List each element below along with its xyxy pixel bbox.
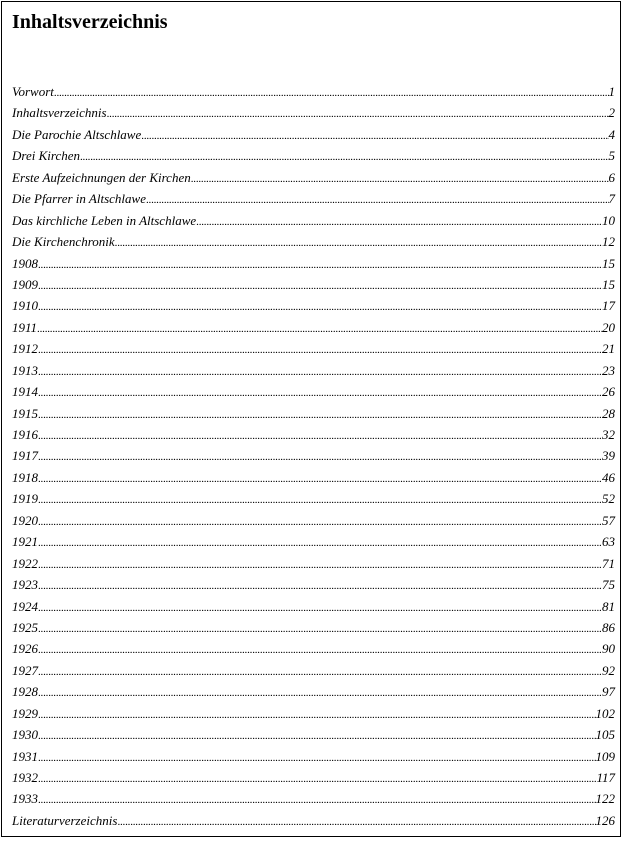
toc-entry-label: 1914 xyxy=(12,384,38,400)
toc-entry-page-number: 75 xyxy=(602,577,615,593)
toc-entry-page-number: 122 xyxy=(595,791,615,807)
toc-dot-leader xyxy=(38,259,602,271)
toc-dot-leader xyxy=(38,687,602,699)
toc-entry[interactable] xyxy=(12,298,615,319)
toc-dot-leader xyxy=(38,430,602,442)
toc-entry[interactable] xyxy=(12,148,615,169)
toc-dot-leader xyxy=(38,280,602,292)
toc-entry[interactable] xyxy=(12,770,615,791)
toc-entry-label: 1919 xyxy=(12,491,38,507)
toc-entry-page-number: 5 xyxy=(608,148,615,164)
toc-entry-label: 1921 xyxy=(12,534,38,550)
toc-dot-leader xyxy=(117,816,595,828)
toc-entry-page-number: 52 xyxy=(602,491,615,507)
toc-dot-leader xyxy=(38,537,602,549)
toc-entry[interactable] xyxy=(12,406,615,427)
toc-entry[interactable] xyxy=(12,84,615,105)
toc-entry-page-number: 81 xyxy=(602,598,615,614)
toc-entry-label: Die Kirchenchronik xyxy=(12,234,115,250)
toc-entry[interactable] xyxy=(12,427,615,448)
toc-entry-label: 1912 xyxy=(12,341,38,357)
toc-entry-label: Vorwort xyxy=(12,84,54,99)
toc-entry-label: 1926 xyxy=(12,641,38,657)
toc-dot-leader xyxy=(38,559,602,571)
toc-entry-label: Erste Aufzeichnungen der Kirchen xyxy=(12,169,191,185)
toc-dot-leader xyxy=(141,130,608,142)
toc-entry-label: 1929 xyxy=(12,705,38,721)
toc-entry-label: Literaturverzeichnis xyxy=(12,812,118,828)
toc-dot-leader xyxy=(38,730,596,742)
toc-entry[interactable] xyxy=(12,234,615,255)
toc-entry-page-number: 102 xyxy=(595,705,615,721)
table-of-contents xyxy=(12,84,615,834)
toc-dot-leader xyxy=(38,387,602,399)
toc-dot-leader xyxy=(37,323,602,335)
toc-entry[interactable] xyxy=(12,170,615,191)
toc-entry[interactable] xyxy=(12,513,615,534)
toc-entry-page-number: 2 xyxy=(608,105,615,121)
toc-dot-leader xyxy=(38,301,602,313)
toc-entry[interactable] xyxy=(12,641,615,662)
toc-entry[interactable] xyxy=(12,684,615,705)
toc-entry-page-number: 90 xyxy=(602,641,615,657)
document-page xyxy=(1,1,621,837)
toc-entry-label: 1933 xyxy=(12,791,38,807)
toc-entry-page-number: 86 xyxy=(602,619,615,635)
toc-dot-leader xyxy=(38,409,602,421)
toc-entry-label: 1915 xyxy=(12,405,38,421)
toc-entry-page-number: 105 xyxy=(595,727,615,743)
toc-entry-page-number: 23 xyxy=(602,362,615,378)
page-title: Inhaltsverzeichnis xyxy=(12,11,168,33)
toc-entry[interactable] xyxy=(12,491,615,512)
toc-entry-page-number: 126 xyxy=(595,812,615,828)
toc-entry-label: Die Parochie Altschlawe xyxy=(12,126,142,142)
toc-entry-page-number: 12 xyxy=(602,234,615,250)
toc-dot-leader xyxy=(38,344,602,356)
toc-entry[interactable] xyxy=(12,384,615,405)
toc-entry-page-number: 26 xyxy=(602,384,615,400)
toc-entry-page-number: 21 xyxy=(602,341,615,357)
toc-entry[interactable] xyxy=(12,320,615,341)
toc-entry[interactable] xyxy=(12,105,615,126)
toc-dot-leader xyxy=(38,473,602,485)
toc-entry-label: 1910 xyxy=(12,298,38,314)
toc-entry[interactable] xyxy=(12,534,615,555)
toc-entry-page-number: 4 xyxy=(608,126,615,142)
toc-entry[interactable] xyxy=(12,363,615,384)
toc-entry-label: Drei Kirchen xyxy=(12,148,80,164)
toc-entry-label: 1924 xyxy=(12,598,38,614)
toc-entry-page-number: 6 xyxy=(608,169,615,185)
toc-dot-leader xyxy=(38,580,602,592)
toc-dot-leader xyxy=(146,194,609,206)
toc-dot-leader xyxy=(38,451,602,463)
toc-dot-leader xyxy=(196,216,602,228)
toc-entry-page-number: 46 xyxy=(602,469,615,485)
toc-entry-page-number: 71 xyxy=(602,555,615,571)
toc-entry[interactable] xyxy=(12,341,615,362)
toc-entry-page-number: 117 xyxy=(596,770,615,785)
toc-entry-label: 1931 xyxy=(12,748,38,764)
toc-entry[interactable] xyxy=(12,599,615,620)
toc-entry-page-number: 63 xyxy=(602,534,615,550)
toc-entry-label: 1930 xyxy=(12,727,38,743)
toc-dot-leader xyxy=(38,644,602,656)
toc-dot-leader xyxy=(38,666,602,678)
toc-entry-label: 1928 xyxy=(12,684,38,700)
toc-entry[interactable] xyxy=(12,813,615,834)
toc-entry[interactable] xyxy=(12,213,615,234)
toc-entry[interactable] xyxy=(12,470,615,491)
toc-entry[interactable] xyxy=(12,277,615,298)
toc-entry-label: 1913 xyxy=(12,362,38,378)
toc-entry[interactable] xyxy=(12,706,615,727)
toc-entry-page-number: 28 xyxy=(602,405,615,421)
toc-entry-page-number: 57 xyxy=(602,512,615,528)
toc-dot-leader xyxy=(38,516,602,528)
toc-dot-leader xyxy=(115,237,602,249)
toc-entry[interactable] xyxy=(12,663,615,684)
toc-dot-leader xyxy=(191,173,609,185)
toc-entry[interactable] xyxy=(12,620,615,641)
toc-entry-label: 1923 xyxy=(12,577,38,593)
toc-entry-label: 1911 xyxy=(12,319,38,335)
toc-dot-leader xyxy=(107,108,609,120)
toc-entry-page-number: 1 xyxy=(608,84,615,99)
toc-entry-page-number: 20 xyxy=(602,319,615,335)
toc-entry-label: 1922 xyxy=(12,555,38,571)
toc-entry-label: 1920 xyxy=(12,512,38,528)
toc-entry-label: Inhaltsverzeichnis xyxy=(12,105,107,121)
toc-dot-leader xyxy=(54,87,609,99)
toc-entry[interactable] xyxy=(12,448,615,469)
toc-entry[interactable] xyxy=(12,191,615,212)
toc-dot-leader xyxy=(38,623,602,635)
toc-entry-page-number: 15 xyxy=(602,255,615,271)
toc-entry-label: 1917 xyxy=(12,448,38,464)
toc-entry-label: Die Pfarrer in Altschlawe xyxy=(12,191,146,207)
toc-dot-leader xyxy=(38,794,596,806)
toc-entry-page-number: 7 xyxy=(608,191,615,207)
toc-entry-page-number: 92 xyxy=(602,662,615,678)
toc-entry-page-number: 17 xyxy=(602,298,615,314)
toc-entry-label: 1909 xyxy=(12,276,38,292)
toc-entry[interactable] xyxy=(12,256,615,277)
toc-dot-leader xyxy=(80,151,609,163)
toc-entry-label: 1927 xyxy=(12,662,38,678)
toc-dot-leader xyxy=(38,494,602,506)
toc-entry-label: Das kirchliche Leben in Altschlawe xyxy=(12,212,197,228)
toc-entry[interactable] xyxy=(12,749,615,770)
toc-dot-leader xyxy=(38,709,596,721)
toc-entry[interactable] xyxy=(12,791,615,812)
toc-dot-leader xyxy=(38,773,596,785)
toc-entry[interactable] xyxy=(12,556,615,577)
toc-entry-page-number: 15 xyxy=(602,276,615,292)
toc-entry-label: 1918 xyxy=(12,469,38,485)
toc-dot-leader xyxy=(38,366,602,378)
toc-dot-leader xyxy=(38,602,602,614)
toc-entry-page-number: 32 xyxy=(602,427,615,442)
toc-entry-page-number: 10 xyxy=(602,212,615,228)
toc-entry-page-number: 109 xyxy=(595,748,615,764)
toc-entry-page-number: 97 xyxy=(602,684,615,700)
toc-entry-label: 1932 xyxy=(12,770,38,785)
toc-dot-leader xyxy=(38,752,596,764)
toc-entry-label: 1908 xyxy=(12,255,38,271)
toc-entry[interactable] xyxy=(12,127,615,148)
toc-entry[interactable] xyxy=(12,727,615,748)
toc-entry-label: 1916 xyxy=(12,427,38,442)
toc-entry[interactable] xyxy=(12,577,615,598)
toc-entry-page-number: 39 xyxy=(602,448,615,464)
toc-entry-label: 1925 xyxy=(12,619,38,635)
